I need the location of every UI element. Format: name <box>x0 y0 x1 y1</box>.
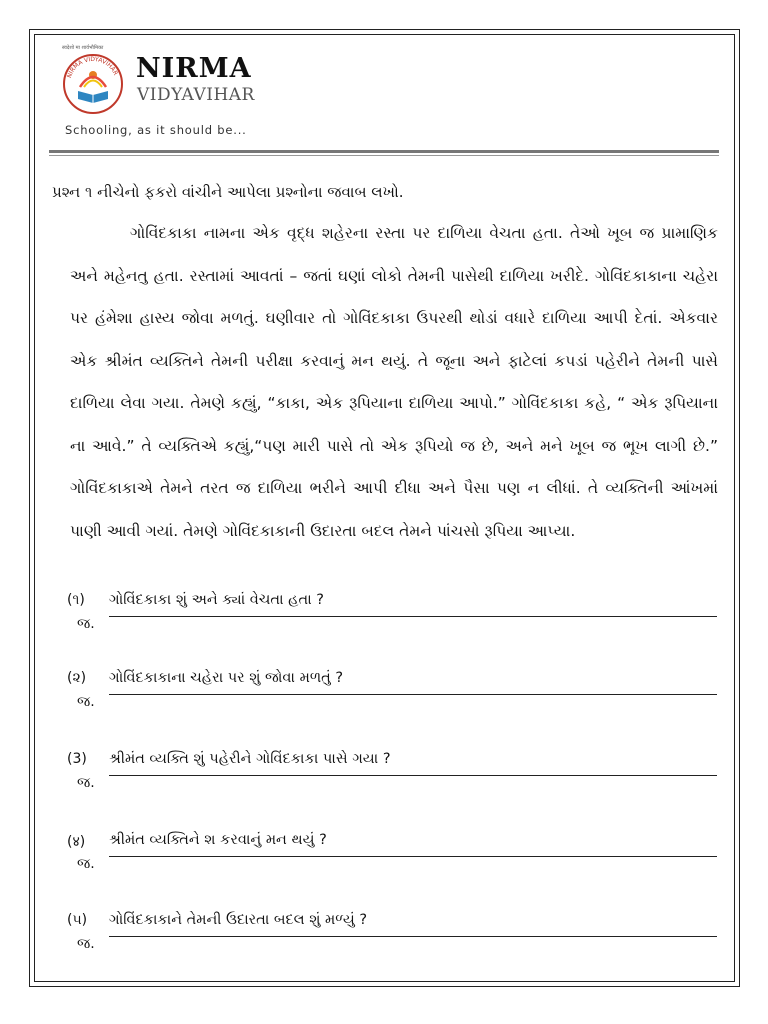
answer-mark: જ. <box>77 856 95 872</box>
answer-line[interactable] <box>109 856 717 857</box>
question-number: (૨) <box>67 670 87 686</box>
logo-motto: स्वदेशो मा शार्वभौमिका <box>62 45 104 51</box>
question-1 <box>67 592 717 642</box>
answer-mark: જ. <box>77 616 95 632</box>
question-text: ગોવિંદકાકાને તેમની ઉદારતા બદલ શું મળ્યું ? <box>109 912 368 928</box>
answer-line[interactable] <box>109 936 717 937</box>
question-number: (૫) <box>67 912 88 928</box>
question-4 <box>67 832 717 882</box>
school-emblem-icon <box>58 47 128 117</box>
tagline: Schooling, as it should be... <box>65 123 247 137</box>
brand-name: NIRMA <box>136 53 252 84</box>
answer-line[interactable] <box>109 616 717 617</box>
question-2 <box>67 670 717 720</box>
question-number: (૧) <box>67 592 85 608</box>
question-number: (४) <box>67 834 86 850</box>
question-5 <box>67 912 717 962</box>
answer-line[interactable] <box>109 775 717 776</box>
passage-text: ગોવિંદકાકા નામના એક વૃદ્ધ શહેરના રસ્તા પર દાળિયા વેચતા હતા. તેઓ ખૂબ જ પ્રામાણિક અને મહેનતુ હતા. રસ્તામાં આવતાં – જતાં ઘણાં લોકો તેમની પાસેથી દાળિયા ખરીદે. ગોવિંદકાકાના ચહેરા પર હંમેશા હાસ્ય જોવા મળતું. ઘણીવાર તો ગોવિંદકાકા ઉપરથી થોડાં વધારે દાળિયા આપી દેતાં. એકવાર એક શ્રીમંત વ્યક્તિને તેમની પરીક્ષા કરવાનું મન થયું. તે જૂના અને ફાટેલાં કપડાં પહેરીને તેમની પાસે દાળિયા લેવા ગયા. તેમણે કહ્યું, “કાકા, એક રૂપિયાના દાળિયા આપો.” ગોવિંદકાકા કહે, “ એક રૂપિયાના ના આવે.” તે વ્યક્તિએ કહ્યું,“પણ મારી પાસે તો એક રૂપિયો જ છે, અને મને ખૂબ જ ભૂખ લાગી છે.” ગોવિંદકાકાએ તેમને તરત જ દાળિયા ભરીને આપી દીધા અને પૈસા પણ ન લીધાં. તે વ્યક્તિની આંખમાં પાણી આવી ગયાં. તેમણે ગોવિંદકાકાની ઉદારતા બદલ તેમને પાંચસો રૂપિયા આપ્યા. <box>70 224 718 540</box>
answer-mark: જ. <box>77 775 95 791</box>
question-number: (3) <box>67 751 87 767</box>
header-divider <box>49 150 719 153</box>
brand-subtitle: VIDYAVIHAR <box>137 85 255 105</box>
answer-mark: જ. <box>77 694 95 710</box>
question-title: પ્રશ્ન ૧ નીચેનો ફકરો વાંચીને આપેલા પ્રશ્નોના જવાબ લખો. <box>52 183 404 201</box>
answer-line[interactable] <box>109 694 717 695</box>
passage <box>70 212 718 552</box>
answer-mark: જ. <box>77 936 95 952</box>
question-text: શ્રીમંત વ્યક્તિ શું પહેરીને ગોવિંદકાકા પાસે ગયા ? <box>109 751 391 767</box>
question-text: ગોવિંદકાકા શું અને ક્યાં વેચતા હતા ? <box>109 592 324 608</box>
school-logo <box>58 47 268 117</box>
question-text: શ્રીમંત વ્યક્તિને શ કરવાનું મન થયું ? <box>109 832 327 848</box>
header-divider-thin <box>49 155 719 156</box>
emblem-text: NIRMA VIDYAVIHAR <box>65 55 119 79</box>
question-text: ગોવિંદકાકાના ચહેરા પર શું જોવા મળતું ? <box>109 670 344 686</box>
question-3 <box>67 751 717 801</box>
